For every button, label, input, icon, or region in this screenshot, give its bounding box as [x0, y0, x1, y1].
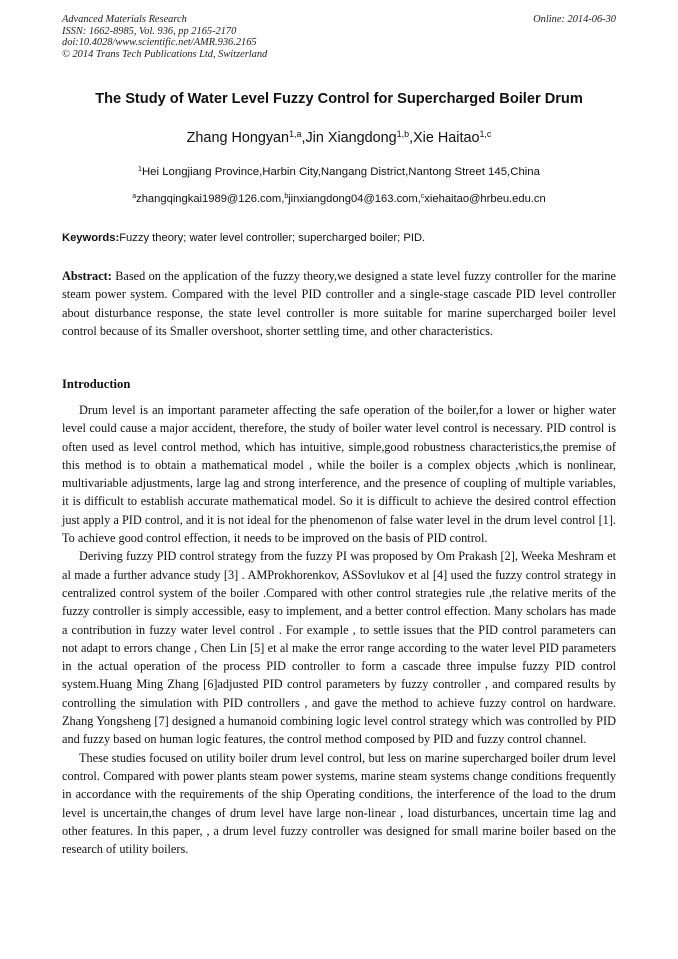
keywords-text: Fuzzy theory; water level controller; supercharged boiler; PID.: [119, 232, 426, 244]
author-name: Xie Haitao: [413, 130, 480, 146]
author-superscript: 1,a: [289, 129, 302, 140]
journal-copyright: © 2014 Trans Tech Publications Ltd, Switzerland: [62, 48, 268, 60]
journal-doi: doi:10.4028/www.scientific.net/AMR.936.2165: [62, 37, 257, 49]
paragraph: Drum level is an important parameter affecting the safe operation of the boiler,for a lower or higher water level could cause a major accident, therefore, the study of boiler water level control is necessary. PID control is often used as level control method, which has intuitive, simple,good robustness characteristics,the premise of this method is to obtain a mathematical model , while the boiler is a complex objects ,which is nonlinear, multivariable adjustments, large lag and strong interference, and the presence of coupling of multiple variables, it is difficult to establish accurate mathematical model. So it is difficult to achieve the desired control effection just apply a PID control, and it is not ideal for the phenomenon of false water level in the drum level control [1]. To achieve good control effection, it needs to be improved on the basis of PID control.: [62, 403, 616, 546]
email-superscript: a: [132, 193, 137, 201]
author-superscript: 1,b: [396, 129, 410, 140]
email-address[interactable]: jinxiangdong04@163.com: [288, 193, 418, 205]
email-address[interactable]: zhangqingkai1989@126.com: [136, 193, 282, 205]
author-superscript: 1,c: [479, 129, 492, 140]
author-name: Jin Xiangdong: [305, 130, 397, 146]
paragraph: Deriving fuzzy PID control strategy from the fuzzy PI was proposed by Om Prakash [2], Weeka Meshram et al made a further advance study [3] . AMProkhorenkov, ASSovlukov et al [4] used the fuzzy control strategy in centralized control system of the boiler .Compared with other control strategies rule ,the relative merits of the fuzzy controller is simply accessible, easy to implement, and a better control effection. Many scholars has made a contribution in fuzzy water level control . For example , to settle issues that the PID control parameters can not adapt to errors change , Chen Lin [5] et al make the error range according to the water level PID parameters in the actual operation of the process PID controller to form a cascade three impulse fuzzy PID control system.Huang Ming Zhang [6]adjusted PID control parameters by fuzzy controller , and compared results by controlling the simulation with PID controllers , and gave the method to achieve fuzzy control on hardware. Zhang Yongsheng [7] designed a humanoid combining logic level control strategy which was controlled by PID and fuzzy based on human logic features, the control method composed by PID and fuzzy control channel.: [62, 549, 616, 747]
abstract: [62, 267, 616, 340]
affiliation-superscript: 1: [138, 166, 142, 174]
abstract-label: Abstract:: [62, 269, 112, 283]
abstract-text: Based on the application of the fuzzy theory,we designed a state level fuzzy controller for the marine steam power system. Compared with the level PID controller and a single-stage cascade PID level controller about disturbance response, the state level controller is more suitable for marine supercharged boiler level control because of its Smaller overshoot, shorter settling time, and other characteristics.: [62, 269, 616, 338]
introduction-body: [62, 401, 616, 858]
journal-header: [62, 14, 616, 60]
author-name: Zhang Hongyan: [186, 130, 290, 146]
keywords-label: Keywords:: [62, 232, 120, 244]
keywords: [62, 232, 616, 244]
author-separator: ,: [301, 130, 306, 146]
email-separator: ,: [281, 193, 285, 205]
email-superscript: c: [420, 193, 425, 201]
affiliation: [40, 166, 638, 178]
author-list: [40, 130, 638, 146]
affiliation-text: Hei Longjiang Province,Harbin City,Nangang District,Nantong Street 145,China: [141, 166, 540, 178]
online-date: Online: 2014-06-30: [533, 14, 616, 25]
author-separator: ,: [409, 130, 414, 146]
email-address[interactable]: xiehaitao@hrbeu.edu.cn: [424, 193, 546, 205]
journal-name: Advanced Materials Research: [62, 14, 187, 25]
section-heading-introduction: Introduction: [62, 377, 131, 391]
paragraph: These studies focused on utility boiler drum level control, but less on marine supercharged boiler drum level control. Compared with power plants steam power systems, marine steam systems change conditions frequently in accordance with the requirements of the ship Operating conditions, the interference of the load to the drum level is uncertain,the changes of drum level have large non-linear , load disturbances, uncertain time lag and other features. In this paper, , a drum level fuzzy controller was designed for small marine boiler based on the research of utility boilers.: [62, 750, 616, 857]
paper-title: The Study of Water Level Fuzzy Control for Supercharged Boiler Drum: [95, 91, 583, 107]
email-superscript: b: [284, 193, 289, 201]
journal-issn: ISSN: 1662-8985, Vol. 936, pp 2165-2170: [62, 25, 237, 37]
email-list: [40, 193, 638, 205]
email-separator: ,: [417, 193, 421, 205]
